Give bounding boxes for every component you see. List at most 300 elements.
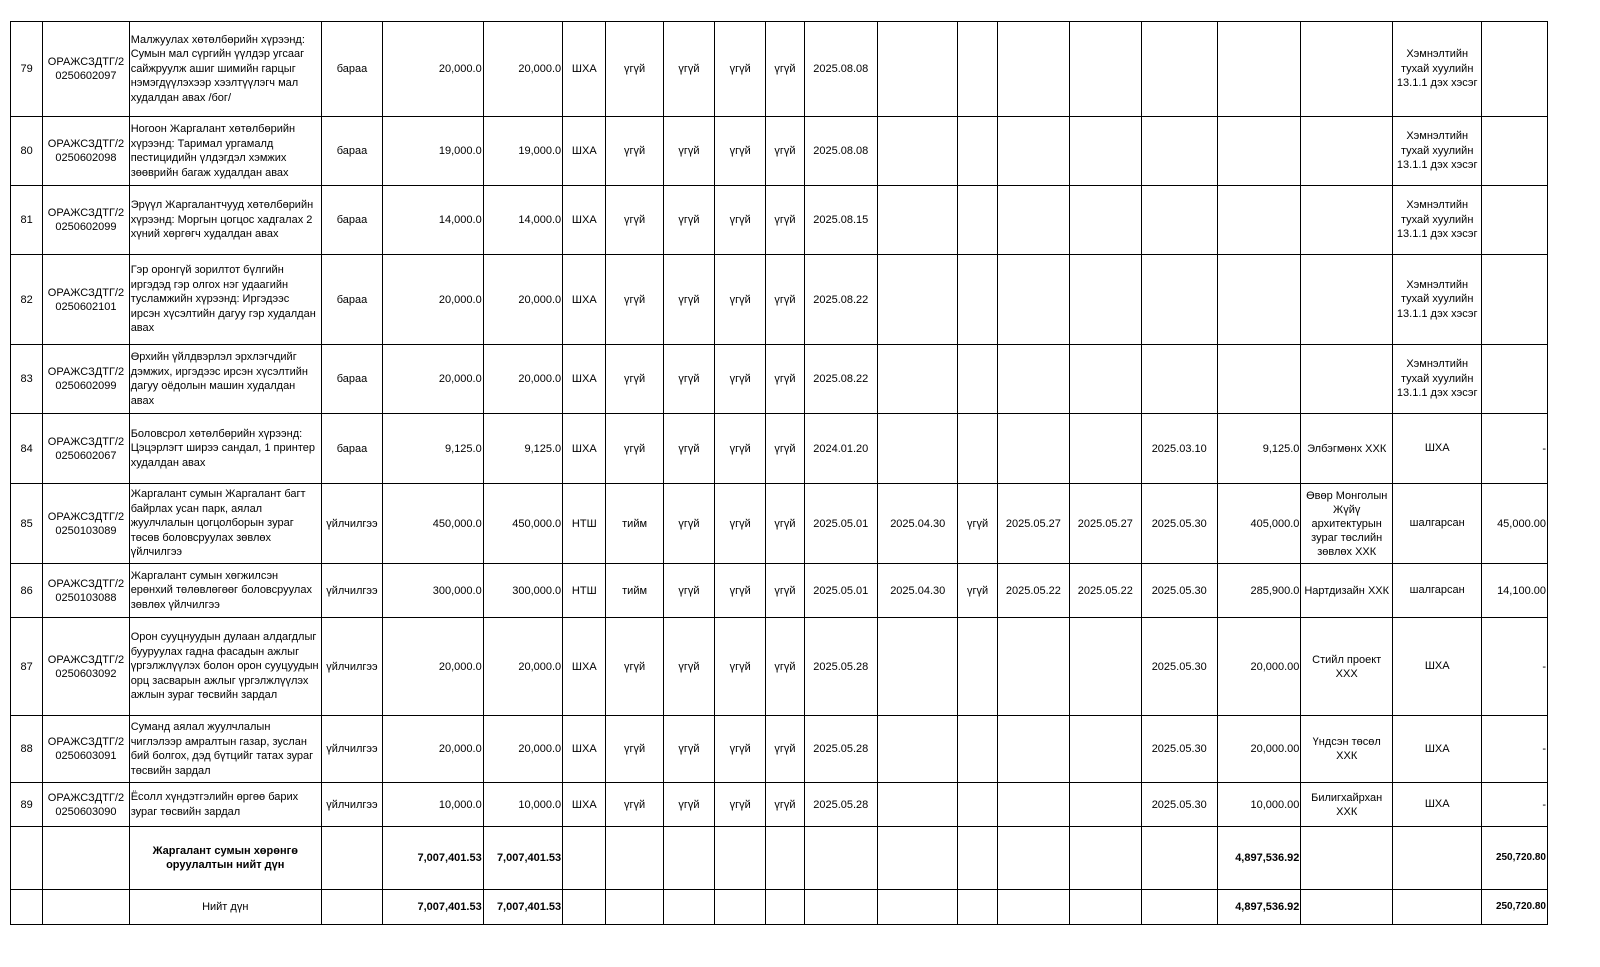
subtotal-code <box>43 827 130 890</box>
row-description: Малжуулах хөтөлбөрийн хүрээнд: Сумын мал сүргийн үүлдэр угсааг сайжруулж ашиг шимийн гарцыг нэмэгдүүлэхээр хээлтүүлэгч мал худалдан авах /бог/ <box>129 22 321 117</box>
subtotal-contract-amount: 4,897,536.92 <box>1217 827 1300 890</box>
row-vendor: Өвөр Монголын Жүйү архитектурын зураг төслийн зөвлөх ХХК <box>1301 484 1393 564</box>
total-empty-cell <box>715 890 766 925</box>
row-code-prefix: ОРАЖСЗДТГ/2 <box>47 435 125 448</box>
row-flag-1: үгүй <box>606 186 663 255</box>
row-flag-3: үгүй <box>715 345 766 414</box>
row-contract-amount <box>1217 117 1300 186</box>
row-code <box>43 414 130 484</box>
row-date-contract: 2025.03.10 <box>1141 414 1217 484</box>
row-date-contract: 2025.05.30 <box>1141 564 1217 618</box>
row-date-plan: 2025.08.08 <box>804 117 877 186</box>
row-planned-amount: 20,000.0 <box>383 618 484 716</box>
row-number: 83 <box>11 345 43 414</box>
row-date-open <box>997 186 1069 255</box>
total-empty-cell <box>997 890 1069 925</box>
row-code <box>43 255 130 345</box>
row-budget-amount: 14,000.0 <box>483 186 562 255</box>
row-savings <box>1482 117 1548 186</box>
row-status: ШХА <box>1392 716 1482 783</box>
row-flag-2: үгүй <box>663 255 714 345</box>
row-type: үйлчилгээ <box>321 716 382 783</box>
row-flag-2: үгүй <box>663 345 714 414</box>
row-date-announce <box>877 186 957 255</box>
row-planned-amount: 20,000.0 <box>383 22 484 117</box>
row-description: Орон сууцнуудын дулаан алдагдлыг бууруулах гадна фасадын ажлыг үргэлжлүүлэх болон орон сууцуудын орц засварын ажлыг үргэлжлүүлэх ажлын зураг төсвийн зардал <box>129 618 321 716</box>
row-code-number: 0250103088 <box>55 591 117 604</box>
row-code-prefix: ОРАЖСЗДТГ/2 <box>47 736 125 748</box>
row-flag-1: үгүй <box>606 117 663 186</box>
row-method: ШХА <box>563 716 606 783</box>
row-date-eval <box>1070 117 1141 186</box>
row-flag-3: үгүй <box>715 716 766 783</box>
row-vendor <box>1301 117 1393 186</box>
row-contract-amount: 405,000.0 <box>1217 484 1300 564</box>
row-budget-amount: 20,000.0 <box>483 22 562 117</box>
total-empty-cell <box>766 890 804 925</box>
row-flag-3: үгүй <box>715 564 766 618</box>
row-number: 82 <box>11 255 43 345</box>
row-contract-amount: 20,000.00 <box>1217 716 1300 783</box>
row-flag-4: үгүй <box>766 564 804 618</box>
row-budget-amount: 450,000.0 <box>483 484 562 564</box>
row-savings <box>1482 186 1548 255</box>
row-date-plan: 2025.05.28 <box>804 716 877 783</box>
subtotal-budget-amount: 7,007,401.53 <box>483 827 562 890</box>
row-contract-amount <box>1217 345 1300 414</box>
row-code-number: 0250602097 <box>55 70 117 82</box>
row-code <box>43 484 130 564</box>
row-number: 81 <box>11 186 43 255</box>
subtotal-label: Жаргалант сумын хөрөнгө оруулалтын нийт дүн <box>129 827 321 890</box>
row-code-prefix: ОРАЖСЗДТГ/2 <box>47 56 125 68</box>
row-code-number: 0250602101 <box>55 300 117 313</box>
row-status: Хэмнэлтийн тухай хуулийн 13.1.1 дэх хэсэг <box>1392 345 1482 414</box>
table-row <box>11 716 1548 783</box>
row-flag-5 <box>958 345 997 414</box>
row-code <box>43 117 130 186</box>
row-savings <box>1482 345 1548 414</box>
total-empty-cell <box>1070 890 1141 925</box>
row-code-prefix: ОРАЖСЗДТГ/2 <box>47 366 125 378</box>
row-flag-4: үгүй <box>766 484 804 564</box>
row-vendor: Элбэгмөнх ХХК <box>1301 414 1393 484</box>
row-status: Хэмнэлтийн тухай хуулийн 13.1.1 дэх хэсэг <box>1392 186 1482 255</box>
row-type: бараа <box>321 414 382 484</box>
row-date-announce <box>877 345 957 414</box>
row-budget-amount: 20,000.0 <box>483 716 562 783</box>
row-planned-amount: 20,000.0 <box>383 255 484 345</box>
total-empty-cell <box>663 890 714 925</box>
row-method: НТШ <box>563 564 606 618</box>
table-row <box>11 783 1548 827</box>
row-planned-amount: 9,125.0 <box>383 414 484 484</box>
total-empty-cell <box>958 890 997 925</box>
row-date-open <box>997 783 1069 827</box>
table-row <box>11 22 1548 117</box>
row-savings: 45,000.00 <box>1482 484 1548 564</box>
subtotal-planned-amount: 7,007,401.53 <box>383 827 484 890</box>
row-flag-1: үгүй <box>606 716 663 783</box>
row-type: бараа <box>321 255 382 345</box>
row-method: ШХА <box>563 618 606 716</box>
row-flag-1: үгүй <box>606 783 663 827</box>
total-empty-cell <box>1141 890 1217 925</box>
row-flag-4: үгүй <box>766 414 804 484</box>
row-date-eval <box>1070 255 1141 345</box>
row-date-announce: 2025.04.30 <box>877 564 957 618</box>
row-flag-1: тийм <box>606 484 663 564</box>
row-code-prefix: ОРАЖСЗДТГ/2 <box>47 653 125 666</box>
row-code-number: 0250602099 <box>55 221 117 233</box>
row-flag-5 <box>958 783 997 827</box>
subtotal-empty-cell <box>606 827 663 890</box>
total-planned-amount: 7,007,401.53 <box>383 890 484 925</box>
row-method: ШХА <box>563 186 606 255</box>
row-method: НТШ <box>563 484 606 564</box>
row-contract-amount <box>1217 186 1300 255</box>
subtotal-no <box>11 827 43 890</box>
row-date-eval <box>1070 22 1141 117</box>
row-flag-1: үгүй <box>606 618 663 716</box>
row-date-announce: 2025.04.30 <box>877 484 957 564</box>
row-date-announce <box>877 22 957 117</box>
row-type: бараа <box>321 117 382 186</box>
row-planned-amount: 19,000.0 <box>383 117 484 186</box>
total-empty-cell <box>1392 890 1482 925</box>
row-vendor <box>1301 345 1393 414</box>
row-flag-4: үгүй <box>766 117 804 186</box>
row-date-plan: 2025.08.15 <box>804 186 877 255</box>
procurement-table <box>10 21 1548 925</box>
row-date-plan: 2025.05.28 <box>804 783 877 827</box>
row-date-eval: 2025.05.22 <box>1070 564 1141 618</box>
row-flag-3: үгүй <box>715 618 766 716</box>
row-vendor: Үндсэн төсөл ХХК <box>1301 716 1393 783</box>
row-description: Ногоон Жаргалант хөтөлбөрийн хүрээнд: Таримал ургамалд пестицидийн үлдэгдэл хэмжих зөөврийн багаж худалдан авах <box>129 117 321 186</box>
table-body <box>11 22 1548 925</box>
row-date-eval <box>1070 716 1141 783</box>
row-status: ШХА <box>1392 414 1482 484</box>
row-flag-2: үгүй <box>663 22 714 117</box>
row-contract-amount: 285,900.0 <box>1217 564 1300 618</box>
row-type: бараа <box>321 345 382 414</box>
row-date-announce <box>877 716 957 783</box>
row-flag-4: үгүй <box>766 716 804 783</box>
row-flag-5 <box>958 186 997 255</box>
table-row <box>11 564 1548 618</box>
row-date-plan: 2025.05.01 <box>804 484 877 564</box>
row-vendor <box>1301 255 1393 345</box>
total-savings: 250,720.80 <box>1482 890 1548 925</box>
row-vendor: Стийл проект ХХХ <box>1301 618 1393 716</box>
row-code <box>43 22 130 117</box>
row-planned-amount: 300,000.0 <box>383 564 484 618</box>
row-description: Жаргалант сумын Жаргалант багт байрлах усан парк, аялал жуулчлалын цогцолборын зураг төсөв боловсруулах зөвлөх үйлчилгээ <box>129 484 321 564</box>
total-empty-cell <box>1301 890 1393 925</box>
subtotal-empty-cell <box>1301 827 1393 890</box>
row-code-number: 0250602099 <box>55 380 117 392</box>
row-savings: 14,100.00 <box>1482 564 1548 618</box>
row-contract-amount <box>1217 255 1300 345</box>
row-flag-5 <box>958 22 997 117</box>
row-flag-2: үгүй <box>663 618 714 716</box>
row-date-open <box>997 618 1069 716</box>
total-empty-cell <box>563 890 606 925</box>
row-date-eval <box>1070 618 1141 716</box>
row-description: Гэр оронгүй зорилтот бүлгийн иргэдэд гэр олгох нэг удаагийн тусламжийн хүрээнд: Иргэдээс ирсэн хүсэлтийн дагуу гэр худалдан авах <box>129 255 321 345</box>
row-date-announce <box>877 117 957 186</box>
row-date-plan: 2025.05.28 <box>804 618 877 716</box>
row-vendor: Нартдизайн ХХК <box>1301 564 1393 618</box>
row-date-plan: 2024.01.20 <box>804 414 877 484</box>
row-flag-5 <box>958 117 997 186</box>
row-date-open <box>997 255 1069 345</box>
row-description: Өрхийн үйлдвэрлэл эрхлэгчдийг дэмжих, иргэдээс ирсэн хүсэлтийн дагуу оёдолын машин худалдан авах <box>129 345 321 414</box>
row-contract-amount: 9,125.0 <box>1217 414 1300 484</box>
row-vendor <box>1301 22 1393 117</box>
row-type: бараа <box>321 22 382 117</box>
row-date-announce <box>877 783 957 827</box>
row-type: үйлчилгээ <box>321 618 382 716</box>
table-row <box>11 484 1548 564</box>
row-budget-amount: 19,000.0 <box>483 117 562 186</box>
row-status: шалгарсан <box>1392 564 1482 618</box>
row-flag-1: үгүй <box>606 22 663 117</box>
row-date-eval <box>1070 186 1141 255</box>
total-type <box>321 890 382 925</box>
row-budget-amount: 10,000.0 <box>483 783 562 827</box>
total-label: Нийт дүн <box>129 890 321 925</box>
row-status: шалгарсан <box>1392 484 1482 564</box>
row-type: үйлчилгээ <box>321 564 382 618</box>
row-flag-2: үгүй <box>663 484 714 564</box>
row-flag-4: үгүй <box>766 783 804 827</box>
row-status: Хэмнэлтийн тухай хуулийн 13.1.1 дэх хэсэг <box>1392 255 1482 345</box>
row-status: ШХА <box>1392 618 1482 716</box>
row-budget-amount: 20,000.0 <box>483 345 562 414</box>
row-code-number: 0250602067 <box>55 449 117 462</box>
total-empty-cell <box>606 890 663 925</box>
row-date-contract: 2025.05.30 <box>1141 783 1217 827</box>
row-method: ШХА <box>563 783 606 827</box>
row-flag-5: үгүй <box>958 564 997 618</box>
row-flag-3: үгүй <box>715 186 766 255</box>
row-flag-5: үгүй <box>958 484 997 564</box>
row-planned-amount: 10,000.0 <box>383 783 484 827</box>
row-flag-3: үгүй <box>715 255 766 345</box>
row-flag-3: үгүй <box>715 22 766 117</box>
row-date-announce <box>877 414 957 484</box>
table-row <box>11 414 1548 484</box>
row-date-plan: 2025.08.08 <box>804 22 877 117</box>
row-flag-2: үгүй <box>663 117 714 186</box>
row-budget-amount: 9,125.0 <box>483 414 562 484</box>
table-row <box>11 117 1548 186</box>
row-contract-amount: 10,000.00 <box>1217 783 1300 827</box>
row-date-contract <box>1141 345 1217 414</box>
row-flag-2: үгүй <box>663 564 714 618</box>
row-flag-1: үгүй <box>606 255 663 345</box>
total-no <box>11 890 43 925</box>
row-code-prefix: ОРАЖСЗДТГ/2 <box>47 138 125 150</box>
subtotal-empty-cell <box>997 827 1069 890</box>
row-description: Жаргалант сумын хөгжилсэн ерөнхий төлөвлөгөөг боловсруулах зөвлөх үйлчилгээ <box>129 564 321 618</box>
row-flag-2: үгүй <box>663 186 714 255</box>
row-savings: - <box>1482 716 1548 783</box>
row-flag-3: үгүй <box>715 783 766 827</box>
row-method: ШХА <box>563 22 606 117</box>
subtotal-empty-cell <box>1392 827 1482 890</box>
row-code-number: 0250603090 <box>55 805 117 818</box>
row-savings: - <box>1482 414 1548 484</box>
row-planned-amount: 20,000.0 <box>383 716 484 783</box>
row-code-number: 0250603092 <box>55 667 117 680</box>
row-date-open <box>997 345 1069 414</box>
row-code-prefix: ОРАЖСЗДТГ/2 <box>47 791 125 804</box>
row-date-open <box>997 22 1069 117</box>
row-savings: - <box>1482 618 1548 716</box>
row-code <box>43 783 130 827</box>
row-flag-2: үгүй <box>663 716 714 783</box>
row-date-open <box>997 716 1069 783</box>
row-code <box>43 345 130 414</box>
row-budget-amount: 20,000.0 <box>483 255 562 345</box>
row-number: 89 <box>11 783 43 827</box>
total-code <box>43 890 130 925</box>
row-flag-1: тийм <box>606 564 663 618</box>
row-flag-5 <box>958 414 997 484</box>
row-flag-3: үгүй <box>715 414 766 484</box>
total-empty-cell <box>804 890 877 925</box>
row-code-prefix: ОРАЖСЗДТГ/2 <box>47 577 125 590</box>
row-contract-amount <box>1217 22 1300 117</box>
row-flag-4: үгүй <box>766 345 804 414</box>
subtotal-empty-cell <box>804 827 877 890</box>
row-planned-amount: 450,000.0 <box>383 484 484 564</box>
row-date-announce <box>877 618 957 716</box>
row-description: Боловсрол хөтөлбөрийн хүрээнд: Цэцэрлэгт ширээ сандал, 1 принтер худалдан авах <box>129 414 321 484</box>
row-code-number: 0250103089 <box>55 524 117 537</box>
row-flag-5 <box>958 618 997 716</box>
subtotal-empty-cell <box>1070 827 1141 890</box>
row-method: ШХА <box>563 255 606 345</box>
row-code <box>43 564 130 618</box>
row-date-contract <box>1141 255 1217 345</box>
row-status: Хэмнэлтийн тухай хуулийн 13.1.1 дэх хэсэг <box>1392 117 1482 186</box>
table-row <box>11 186 1548 255</box>
row-date-eval <box>1070 345 1141 414</box>
row-flag-2: үгүй <box>663 414 714 484</box>
row-type: үйлчилгээ <box>321 783 382 827</box>
subtotal-row <box>11 827 1548 890</box>
row-code-number: 0250602098 <box>55 152 117 164</box>
total-row <box>11 890 1548 925</box>
row-date-contract <box>1141 22 1217 117</box>
row-number: 88 <box>11 716 43 783</box>
subtotal-empty-cell <box>663 827 714 890</box>
subtotal-empty-cell <box>877 827 957 890</box>
row-date-eval <box>1070 414 1141 484</box>
row-number: 87 <box>11 618 43 716</box>
row-method: ШХА <box>563 345 606 414</box>
row-flag-5 <box>958 255 997 345</box>
row-contract-amount: 20,000.00 <box>1217 618 1300 716</box>
row-date-announce <box>877 255 957 345</box>
row-code <box>43 186 130 255</box>
row-flag-1: үгүй <box>606 345 663 414</box>
table-row <box>11 345 1548 414</box>
row-description: Сумaнд аялал жуулчлалын чиглэлээр амралтын газар, зуслан бий болгох, дэд бүтцийг татах зураг төсвийн зардал <box>129 716 321 783</box>
row-date-open: 2025.05.27 <box>997 484 1069 564</box>
row-planned-amount: 14,000.0 <box>383 186 484 255</box>
row-date-eval: 2025.05.27 <box>1070 484 1141 564</box>
row-date-plan: 2025.08.22 <box>804 345 877 414</box>
row-date-open <box>997 117 1069 186</box>
row-number: 79 <box>11 22 43 117</box>
table-row <box>11 255 1548 345</box>
row-method: ШХА <box>563 117 606 186</box>
row-flag-4: үгүй <box>766 22 804 117</box>
row-savings <box>1482 22 1548 117</box>
row-budget-amount: 20,000.0 <box>483 618 562 716</box>
row-code-prefix: ОРАЖСЗДТГ/2 <box>47 510 125 523</box>
row-date-open <box>997 414 1069 484</box>
total-empty-cell <box>877 890 957 925</box>
subtotal-empty-cell <box>563 827 606 890</box>
subtotal-empty-cell <box>715 827 766 890</box>
row-code-number: 0250603091 <box>55 750 117 762</box>
row-code <box>43 618 130 716</box>
row-vendor: Билигхайрхан ХХК <box>1301 783 1393 827</box>
row-date-plan: 2025.08.22 <box>804 255 877 345</box>
row-savings: - <box>1482 783 1548 827</box>
row-date-contract: 2025.05.30 <box>1141 484 1217 564</box>
row-date-contract <box>1141 186 1217 255</box>
row-flag-1: үгүй <box>606 414 663 484</box>
row-flag-4: үгүй <box>766 255 804 345</box>
row-date-open: 2025.05.22 <box>997 564 1069 618</box>
row-date-contract: 2025.05.30 <box>1141 716 1217 783</box>
table-row <box>11 618 1548 716</box>
total-budget-amount: 7,007,401.53 <box>483 890 562 925</box>
row-flag-5 <box>958 716 997 783</box>
row-number: 85 <box>11 484 43 564</box>
row-code-prefix: ОРАЖСЗДТГ/2 <box>47 286 125 299</box>
row-flag-2: үгүй <box>663 783 714 827</box>
row-date-contract: 2025.05.30 <box>1141 618 1217 716</box>
subtotal-savings: 250,720.80 <box>1482 827 1548 890</box>
row-flag-3: үгүй <box>715 117 766 186</box>
row-status: ШХА <box>1392 783 1482 827</box>
subtotal-empty-cell <box>958 827 997 890</box>
row-flag-3: үгүй <box>715 484 766 564</box>
row-date-contract <box>1141 117 1217 186</box>
row-budget-amount: 300,000.0 <box>483 564 562 618</box>
row-description: Эрүүл Жаргалантчууд хөтөлбөрийн хүрээнд: Моргын цогцос хадгалах 2 хүний хөргөгч худалдан авах <box>129 186 321 255</box>
row-date-eval <box>1070 783 1141 827</box>
row-number: 86 <box>11 564 43 618</box>
row-method: ШХА <box>563 414 606 484</box>
subtotal-empty-cell <box>766 827 804 890</box>
subtotal-empty-cell <box>1141 827 1217 890</box>
row-flag-4: үгүй <box>766 618 804 716</box>
row-number: 80 <box>11 117 43 186</box>
subtotal-type <box>321 827 382 890</box>
total-contract-amount: 4,897,536.92 <box>1217 890 1300 925</box>
row-code-prefix: ОРАЖСЗДТГ/2 <box>47 207 125 219</box>
row-flag-4: үгүй <box>766 186 804 255</box>
